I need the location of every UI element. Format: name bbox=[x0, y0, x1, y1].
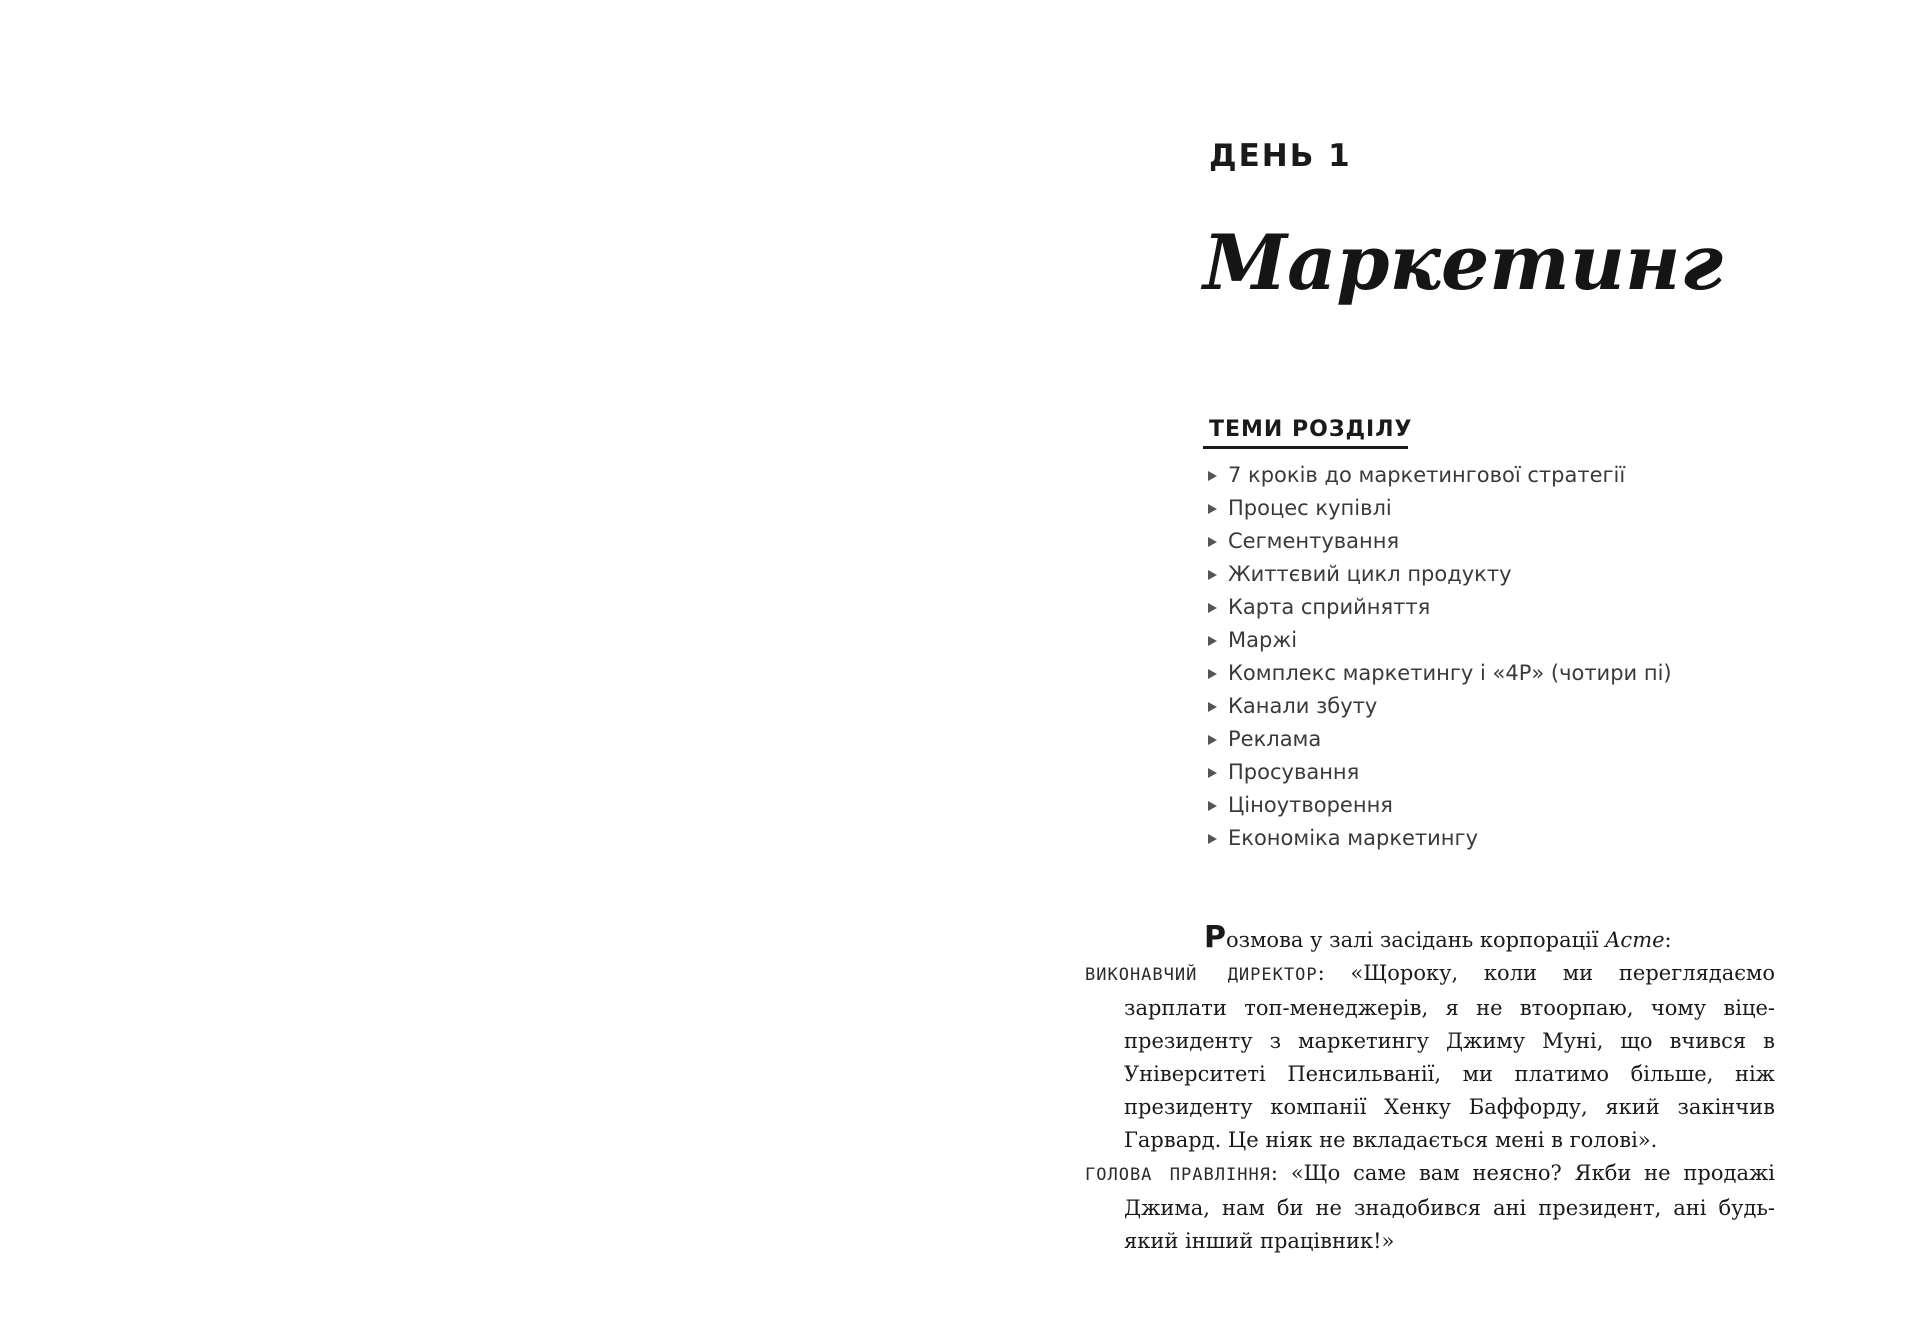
topic-item-label: Маржі bbox=[1228, 628, 1298, 652]
triangle-bullet-icon bbox=[1208, 768, 1217, 778]
triangle-bullet-icon bbox=[1208, 669, 1217, 679]
triangle-bullet-icon bbox=[1208, 636, 1217, 646]
topic-item-label: Реклама bbox=[1228, 727, 1322, 751]
chapter-day-label: ДЕНЬ 1 bbox=[1209, 138, 1352, 174]
intro-text: озмова у залі засідань корпорації bbox=[1226, 928, 1606, 952]
topic-item bbox=[1207, 624, 1672, 657]
topic-item-label: Комплекс маркетингу і «4P» (чотири пі) bbox=[1228, 661, 1672, 685]
chapter-title: Маркетинг bbox=[1203, 218, 1724, 307]
chair-speech-text: : «Що саме вам неясно? Якби не продажі Джима, нам би не знадобився ані президент, ані будь-який інший працівник!» bbox=[1124, 1161, 1776, 1253]
topic-item bbox=[1207, 822, 1672, 855]
triangle-bullet-icon bbox=[1208, 504, 1217, 514]
topic-item-label: Процес купівлі bbox=[1228, 496, 1392, 520]
topic-item bbox=[1207, 558, 1672, 591]
topic-item bbox=[1207, 756, 1672, 789]
triangle-bullet-icon bbox=[1208, 834, 1217, 844]
topic-item bbox=[1207, 459, 1672, 492]
topic-item bbox=[1207, 723, 1672, 756]
topic-item-label: Ціноутворення bbox=[1228, 793, 1393, 817]
topic-item-label: 7 кроків до маркетингової стратегії bbox=[1228, 463, 1626, 487]
triangle-bullet-icon bbox=[1208, 603, 1217, 613]
chair-speech-paragraph bbox=[1085, 1157, 1775, 1258]
topic-item bbox=[1207, 657, 1672, 690]
topic-item bbox=[1207, 690, 1672, 723]
speaker-label-ceo: ВИКОНАВЧИЙ ДИРЕКТОР bbox=[1085, 965, 1318, 985]
topic-item bbox=[1207, 591, 1672, 624]
topic-item-label: Життєвий цикл продукту bbox=[1228, 562, 1512, 586]
triangle-bullet-icon bbox=[1208, 702, 1217, 712]
topic-item-label: Просування bbox=[1228, 760, 1360, 784]
company-name: Acme bbox=[1605, 928, 1665, 952]
triangle-bullet-icon bbox=[1208, 735, 1217, 745]
triangle-bullet-icon bbox=[1208, 801, 1217, 811]
intro-colon: : bbox=[1664, 928, 1672, 952]
topics-list bbox=[1207, 459, 1672, 855]
drop-cap: Р bbox=[1204, 920, 1226, 955]
topic-item-label: Канали збуту bbox=[1228, 694, 1378, 718]
triangle-bullet-icon bbox=[1208, 537, 1217, 547]
topic-item bbox=[1207, 492, 1672, 525]
ceo-speech-text: : «Щороку, коли ми переглядаємо зарплати топ-менеджерів, я не втоорпаю, чому віце-президенту з маркетингу Джиму Муні, що вчився в Університеті Пенсильванії, ми платимо більше, ніж президенту компанії Хенку Баффорду, який закінчив Гарвард. Це ніяк не вкладається мені в голові». bbox=[1124, 961, 1775, 1152]
topic-item-label: Сегментування bbox=[1228, 529, 1400, 553]
topics-heading: ТЕМИ РОЗДІЛУ bbox=[1209, 417, 1413, 442]
ceo-speech-paragraph bbox=[1085, 957, 1775, 1157]
topic-item bbox=[1207, 525, 1672, 558]
triangle-bullet-icon bbox=[1208, 570, 1217, 580]
topic-item-label: Карта сприйняття bbox=[1228, 595, 1431, 619]
triangle-bullet-icon bbox=[1208, 471, 1217, 481]
topic-item bbox=[1207, 789, 1672, 822]
dialogue-intro bbox=[1085, 920, 1775, 957]
topic-item-label: Економіка маркетингу bbox=[1228, 826, 1479, 850]
topics-heading-underline bbox=[1203, 446, 1408, 449]
dialogue-text bbox=[1085, 920, 1776, 1258]
speaker-label-chair: ГОЛОВА ПРАВЛІННЯ bbox=[1085, 1165, 1271, 1185]
